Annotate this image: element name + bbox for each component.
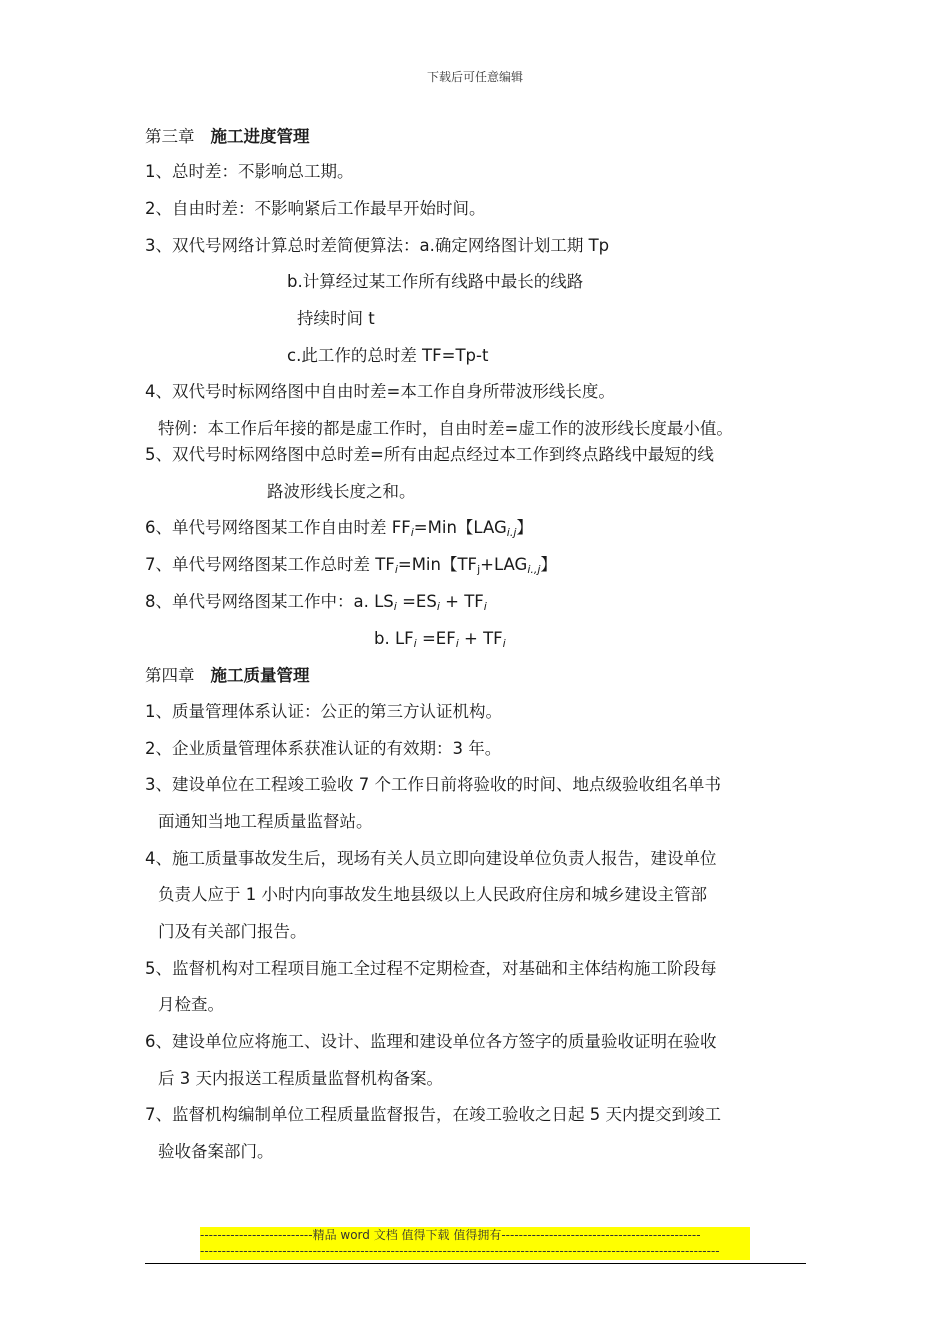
chapter-4-heading [145, 665, 310, 687]
subscript: i [394, 563, 398, 576]
subscript: i [483, 600, 487, 613]
ch3-item-8 [145, 591, 487, 615]
subscript: i [410, 526, 414, 539]
ch3-item-5: 5、双代号时标网络图中总时差=所有由起点经过本工作到终点路线中最短的线 [145, 445, 714, 464]
ch4-item-5: 5、监督机构对工程项目施工全过程不定期检查，对基础和主体结构施工阶段每 [145, 959, 717, 978]
subscript: i [502, 637, 506, 650]
ch4-item-6-cont: 后 3 天内报送工程质量监督机构备案。 [158, 1069, 443, 1088]
ch4-item-4: 4、施工质量事故发生后，现场有关人员立即向建设单位负责人报告，建设单位 [145, 849, 717, 868]
subscript: j [477, 563, 481, 576]
footer-banner [200, 1227, 750, 1260]
ch4-item-3-cont: 面通知当地工程质量监督站。 [158, 812, 373, 831]
chapter-4-number: 第四章 [145, 666, 195, 685]
ch3-item-3b-cont: 持续时间 t [297, 309, 375, 328]
ch4-item-7-cont: 验收备案部门。 [158, 1142, 274, 1161]
text: 】 [516, 518, 533, 537]
ch4-item-4-cont2: 门及有关部门报告。 [158, 922, 307, 941]
ch3-item-6 [145, 517, 533, 541]
ch3-item-2: 2、自由时差：不影响紧后工作最早开始时间。 [145, 199, 486, 218]
subscript: i.,j [527, 563, 541, 576]
text: + TF [439, 592, 484, 611]
ch4-item-3: 3、建设单位在工程竣工验收 7 个工作日前将验收的时间、地点级验收组名单书 [145, 775, 721, 794]
chapter-3-heading [145, 126, 310, 148]
ch4-item-1: 1、质量管理体系认证：公正的第三方认证机构。 [145, 702, 502, 721]
ch4-item-2: 2、企业质量管理体系获准认证的有效期：3 年。 [145, 739, 502, 758]
chapter-3-number: 第三章 [145, 127, 195, 146]
text: =EF [416, 629, 456, 648]
text: =Min【LAG [413, 518, 507, 537]
ch3-item-1: 1、总时差：不影响总工期。 [145, 162, 354, 181]
chapter-3-title: 施工进度管理 [210, 127, 310, 146]
ch4-item-7: 7、监督机构编制单位工程质量监督报告，在竣工验收之日起 5 天内提交到竣工 [145, 1105, 721, 1124]
subscript: i.j [506, 526, 517, 539]
text: 】 [540, 555, 557, 574]
text: +LAG [480, 555, 528, 574]
footer-banner-line-1: --------------------------精品 word 文档 值得下载 值得拥有---------------------------------------------- [200, 1228, 701, 1242]
ch3-item-3c: c.此工作的总时差 TF=Tp-t [287, 346, 489, 365]
footer-divider [145, 1263, 806, 1264]
ch3-item-5-cont: 路波形线长度之和。 [267, 482, 416, 501]
ch4-item-5-cont: 月检查。 [158, 995, 224, 1014]
text: + TF [458, 629, 503, 648]
header-note: 下载后可任意编辑 [426, 70, 523, 84]
ch3-item-3: 3、双代号网络计算总时差简便算法：a.确定网络图计划工期 Tp [145, 236, 610, 255]
ch3-item-4-special: 特例：本工作后年接的都是虚工作时，自由时差=虚工作的波形线长度最小值。 [158, 419, 733, 438]
text: =Min【TF [397, 555, 478, 574]
subscript: i [393, 600, 397, 613]
subscript: i [436, 600, 440, 613]
subscript: i [413, 637, 417, 650]
text: =ES [396, 592, 437, 611]
footer-banner-line-2: ------------------------------------------------------------------------------------------------------------------------ [200, 1244, 720, 1258]
chapter-4-title: 施工质量管理 [210, 666, 310, 685]
ch3-item-4: 4、双代号时标网络图中自由时差=本工作自身所带波形线长度。 [145, 382, 615, 401]
subscript: i [455, 637, 459, 650]
text: 8、单代号网络图某工作中：a. LS [145, 592, 394, 611]
ch3-item-3b: b.计算经过某工作所有线路中最长的线路 [287, 272, 584, 291]
ch4-item-6: 6、建设单位应将施工、设计、监理和建设单位各方签字的质量验收证明在验收 [145, 1032, 717, 1051]
ch3-item-8b [374, 628, 506, 652]
ch4-item-4-cont1: 负责人应于 1 小时内向事故发生地县级以上人民政府住房和城乡建设主管部 [158, 885, 707, 904]
text: 7、单代号网络图某工作总时差 TF [145, 555, 395, 574]
ch3-item-7 [145, 554, 557, 578]
text: 6、单代号网络图某工作自由时差 FF [145, 518, 411, 537]
text: b. LF [374, 629, 414, 648]
